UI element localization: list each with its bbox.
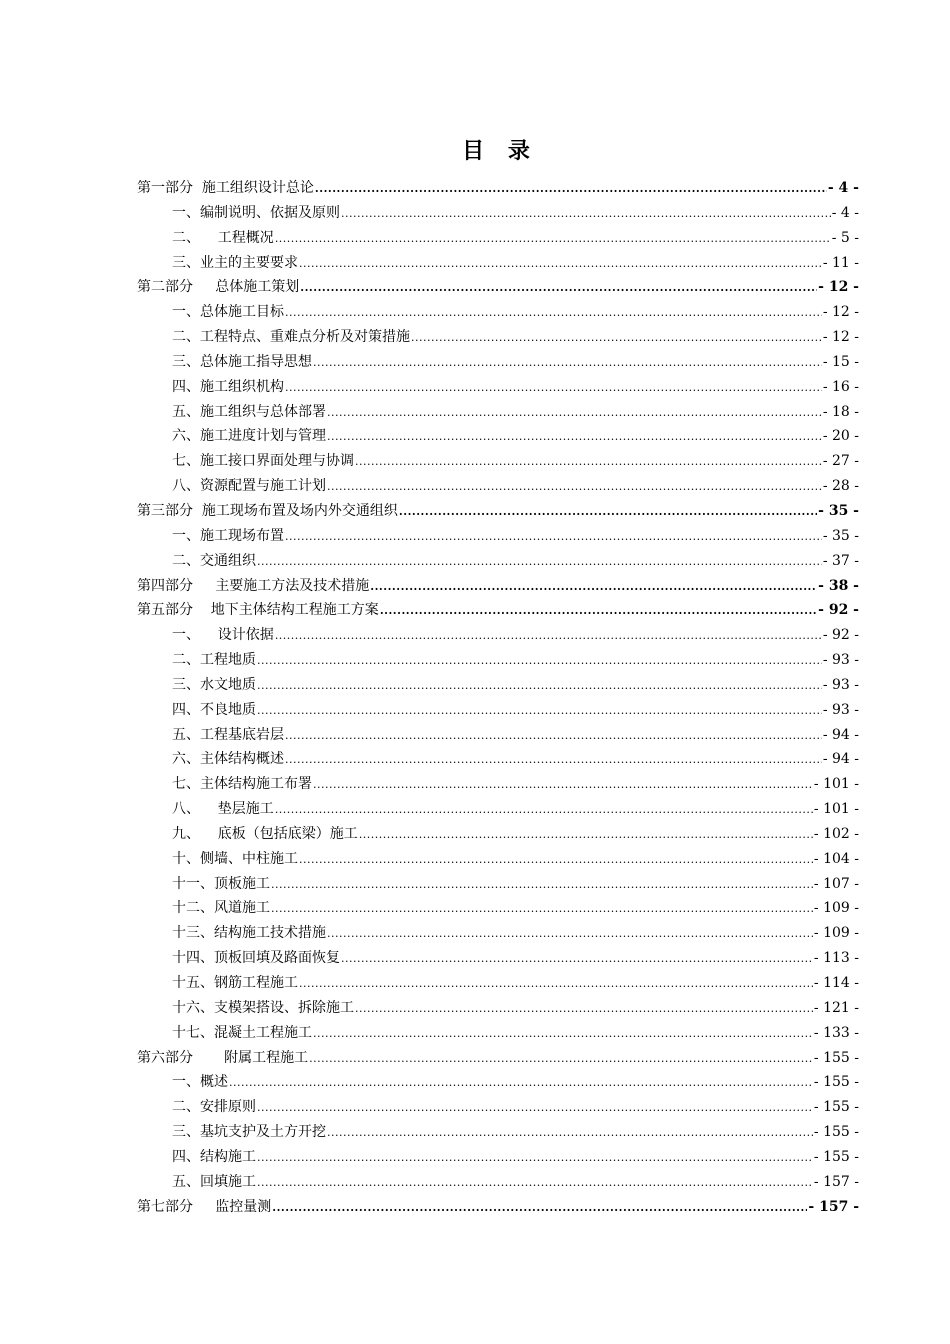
toc-part-entry[interactable] <box>137 176 859 201</box>
toc-entry-label: 五、工程基底岩层 <box>172 726 284 743</box>
toc-page-number: - 157 - <box>813 1173 859 1190</box>
toc-entry-label: 一、总体施工目标 <box>172 304 284 321</box>
toc-page-number: - 18 - <box>822 403 859 420</box>
toc-entry-label: 六、施工进度计划与管理 <box>172 428 326 445</box>
toc-entry-label: 第一部分 施工组织设计总论 <box>137 180 314 196</box>
toc-page-number: - 37 - <box>822 552 859 569</box>
toc-section-entry[interactable] <box>137 872 859 897</box>
toc-leader-dots <box>275 227 831 251</box>
toc-leader-dots <box>355 450 822 474</box>
toc-leader-dots <box>271 873 813 897</box>
toc-section-entry[interactable] <box>137 1021 859 1046</box>
toc-page-number: - 94 - <box>822 726 859 743</box>
toc-title: 目 录 <box>462 138 538 164</box>
toc-page-number: - 12 - <box>818 279 859 296</box>
toc-entry-label: 十四、顶板回填及路面恢复 <box>172 950 340 967</box>
toc-page-number: - 157 - <box>808 1198 859 1215</box>
toc-section-entry[interactable] <box>137 1070 859 1095</box>
toc-part-entry[interactable] <box>137 1046 859 1071</box>
toc-leader-dots <box>257 674 822 698</box>
toc-entry-label: 七、施工接口界面处理与协调 <box>172 453 354 470</box>
toc-leader-dots <box>272 1196 807 1220</box>
toc-page-number: - 93 - <box>822 676 859 693</box>
toc-page-number: - 28 - <box>822 478 859 495</box>
toc-entry-label: 九、 底板（包括底梁）施工 <box>172 825 358 842</box>
toc-entry-label: 七、主体结构施工布署 <box>172 776 312 793</box>
toc-leader-dots <box>359 823 813 847</box>
toc-section-entry[interactable] <box>137 996 859 1021</box>
toc-leader-dots <box>257 550 822 574</box>
toc-section-entry[interactable] <box>137 723 859 748</box>
toc-leader-dots <box>370 575 817 599</box>
toc-leader-dots <box>313 351 822 375</box>
toc-entry-label: 十二、风道施工 <box>172 900 270 917</box>
toc-section-entry[interactable] <box>137 747 859 772</box>
toc-page-number: - 93 - <box>822 701 859 718</box>
toc-section-entry[interactable] <box>137 549 859 574</box>
toc-entry-label: 八、资源配置与施工计划 <box>172 478 326 495</box>
toc-leader-dots <box>341 202 831 226</box>
toc-section-entry[interactable] <box>137 896 859 921</box>
toc-entry-label: 五、回填施工 <box>172 1173 256 1190</box>
toc-page-number: - 94 - <box>822 751 859 768</box>
toc-entry-label: 一、概述 <box>172 1074 228 1091</box>
toc-page-number: - 109 - <box>813 925 859 942</box>
toc-section-entry[interactable] <box>137 772 859 797</box>
toc-section-entry[interactable] <box>137 648 859 673</box>
toc-page-number: - 35 - <box>822 527 859 544</box>
toc-section-entry[interactable] <box>137 946 859 971</box>
toc-leader-dots <box>257 1171 813 1195</box>
toc-page-number: - 93 - <box>822 652 859 669</box>
toc-leader-dots <box>313 773 813 797</box>
toc-page-number: - 12 - <box>822 304 859 321</box>
toc-leader-dots <box>380 599 817 623</box>
toc-entry-label: 十、侧墙、中柱施工 <box>172 850 298 867</box>
toc-entry-label: 二、工程特点、重难点分析及对策措施 <box>172 329 410 346</box>
toc-leader-dots <box>309 1047 813 1071</box>
toc-page-number: - 92 - <box>818 602 859 619</box>
toc-section-entry[interactable] <box>137 673 859 698</box>
toc-leader-dots <box>327 425 822 449</box>
toc-leader-dots <box>313 1022 813 1046</box>
toc-entry-label: 二、安排原则 <box>172 1099 256 1116</box>
toc-leader-dots <box>315 177 827 201</box>
toc-section-entry[interactable] <box>137 524 859 549</box>
toc-leader-dots <box>327 1121 813 1145</box>
toc-section-entry[interactable] <box>137 251 859 276</box>
toc-part-entry[interactable] <box>137 499 859 524</box>
toc-entry-label: 六、主体结构概述 <box>172 751 284 768</box>
toc-list <box>137 176 859 1219</box>
toc-page-number: - 101 - <box>813 776 859 793</box>
toc-entry-label: 第六部分 附属工程施工 <box>137 1049 309 1066</box>
toc-section-entry[interactable] <box>137 325 859 350</box>
toc-entry-label: 三、基坑支护及土方开挖 <box>172 1124 326 1141</box>
toc-page-number: - 4 - <box>831 204 859 221</box>
toc-leader-dots <box>341 947 813 971</box>
toc-leader-dots <box>275 624 822 648</box>
toc-leader-dots <box>299 848 813 872</box>
toc-entry-label: 十五、钢筋工程施工 <box>172 975 298 991</box>
toc-entry-label: 十七、混凝土工程施工 <box>172 1024 312 1041</box>
toc-leader-dots <box>399 500 817 524</box>
toc-section-entry[interactable] <box>137 449 859 474</box>
toc-leader-dots <box>285 748 822 772</box>
toc-section-entry[interactable] <box>137 375 859 400</box>
toc-leader-dots <box>271 897 813 921</box>
toc-page-number: - 107 - <box>813 875 859 892</box>
toc-leader-dots <box>285 301 822 325</box>
toc-page-number: - 133 - <box>813 1024 859 1041</box>
toc-leader-dots <box>257 649 822 673</box>
toc-entry-label: 四、结构施工 <box>172 1148 256 1165</box>
toc-entry-label: 一、 设计依据 <box>172 627 274 644</box>
toc-leader-dots <box>285 724 822 748</box>
toc-page-number: - 109 - <box>813 900 859 917</box>
toc-leader-dots <box>285 525 822 549</box>
toc-entry-label: 十三、结构施工技术措施 <box>172 925 326 942</box>
toc-page-number: - 155 - <box>813 1124 859 1141</box>
toc-part-entry[interactable] <box>137 1195 859 1220</box>
toc-entry-label: 二、工程地质 <box>172 652 256 669</box>
toc-page-number: - 27 - <box>822 453 859 470</box>
toc-entry-label: 三、水文地质 <box>172 676 256 693</box>
toc-page-number: - 38 - <box>818 577 859 594</box>
toc-section-entry[interactable] <box>137 971 859 996</box>
toc-page-number: - 4 - <box>827 180 859 196</box>
toc-section-entry[interactable] <box>137 623 859 648</box>
toc-section-entry[interactable] <box>137 1145 859 1170</box>
toc-part-entry[interactable] <box>137 574 859 599</box>
toc-entry-label: 一、施工现场布置 <box>172 527 284 544</box>
toc-section-entry[interactable] <box>137 1120 859 1145</box>
toc-leader-dots <box>327 475 822 499</box>
toc-page-number: - 114 - <box>813 975 859 991</box>
toc-entry-label: 第七部分 监控量测 <box>137 1198 272 1215</box>
toc-page-number: - 20 - <box>822 428 859 445</box>
toc-section-entry[interactable] <box>137 797 859 822</box>
toc-section-entry[interactable] <box>137 300 859 325</box>
toc-section-entry[interactable] <box>137 1095 859 1120</box>
toc-section-entry[interactable] <box>137 1170 859 1195</box>
toc-section-entry[interactable] <box>137 350 859 375</box>
toc-page-number: - 155 - <box>813 1099 859 1116</box>
toc-entry-label: 四、不良地质 <box>172 701 256 718</box>
toc-page-number: - 113 - <box>813 950 859 967</box>
toc-page-number: - 5 - <box>831 229 859 246</box>
toc-entry-label: 五、施工组织与总体部署 <box>172 403 326 420</box>
toc-page-number: - 102 - <box>813 825 859 842</box>
toc-page-number: - 12 - <box>822 329 859 346</box>
toc-page-number: - 155 - <box>813 1049 859 1066</box>
toc-section-entry[interactable] <box>137 226 859 251</box>
toc-page-number: - 35 - <box>818 502 859 519</box>
toc-section-entry[interactable] <box>137 822 859 847</box>
toc-entry-label: 第四部分 主要施工方法及技术措施 <box>137 577 370 594</box>
toc-page-number: - 155 - <box>813 1074 859 1091</box>
toc-entry-label: 第三部分 施工现场布置及场内外交通组织 <box>137 502 398 519</box>
toc-leader-dots <box>257 1146 813 1170</box>
toc-section-entry[interactable] <box>137 400 859 425</box>
toc-entry-label: 二、 工程概况 <box>172 229 274 246</box>
toc-section-entry[interactable] <box>137 424 859 449</box>
toc-entry-label: 三、总体施工指导思想 <box>172 353 312 370</box>
toc-entry-label: 一、编制说明、依据及原则 <box>172 204 340 221</box>
toc-page-number: - 104 - <box>813 850 859 867</box>
toc-section-entry[interactable] <box>137 847 859 872</box>
toc-leader-dots <box>275 798 813 822</box>
toc-page-number: - 11 - <box>822 254 859 271</box>
toc-page-number: - 155 - <box>813 1148 859 1165</box>
toc-entry-label: 第五部分 地下主体结构工程施工方案 <box>137 602 379 619</box>
toc-entry-label: 二、交通组织 <box>172 552 256 569</box>
toc-part-entry[interactable] <box>137 275 859 300</box>
toc-leader-dots <box>285 376 822 400</box>
toc-leader-dots <box>257 1096 813 1120</box>
toc-section-entry[interactable] <box>137 474 859 499</box>
toc-entry-label: 十六、支模架搭设、拆除施工 <box>172 999 354 1016</box>
toc-leader-dots <box>327 401 822 425</box>
toc-leader-dots <box>300 276 817 300</box>
toc-entry-label: 八、 垫层施工 <box>172 801 274 818</box>
toc-page-number: - 92 - <box>822 627 859 644</box>
toc-section-entry[interactable] <box>137 921 859 946</box>
toc-leader-dots <box>299 972 813 996</box>
toc-entry-label: 第二部分 总体施工策划 <box>137 279 300 296</box>
toc-part-entry[interactable] <box>137 598 859 623</box>
toc-page-number: - 15 - <box>822 353 859 370</box>
toc-page-number: - 16 - <box>822 378 859 395</box>
toc-page-number: - 121 - <box>813 999 859 1016</box>
toc-leader-dots <box>327 922 813 946</box>
toc-leader-dots <box>411 326 822 350</box>
toc-section-entry[interactable] <box>137 201 859 226</box>
toc-leader-dots <box>355 997 813 1021</box>
toc-leader-dots <box>299 252 822 276</box>
toc-leader-dots <box>229 1071 813 1095</box>
toc-entry-label: 四、施工组织机构 <box>172 378 284 395</box>
toc-section-entry[interactable] <box>137 698 859 723</box>
toc-entry-label: 十一、顶板施工 <box>172 875 270 892</box>
toc-entry-label: 三、业主的主要要求 <box>172 254 298 271</box>
toc-page-number: - 101 - <box>813 801 859 818</box>
toc-leader-dots <box>257 699 822 723</box>
